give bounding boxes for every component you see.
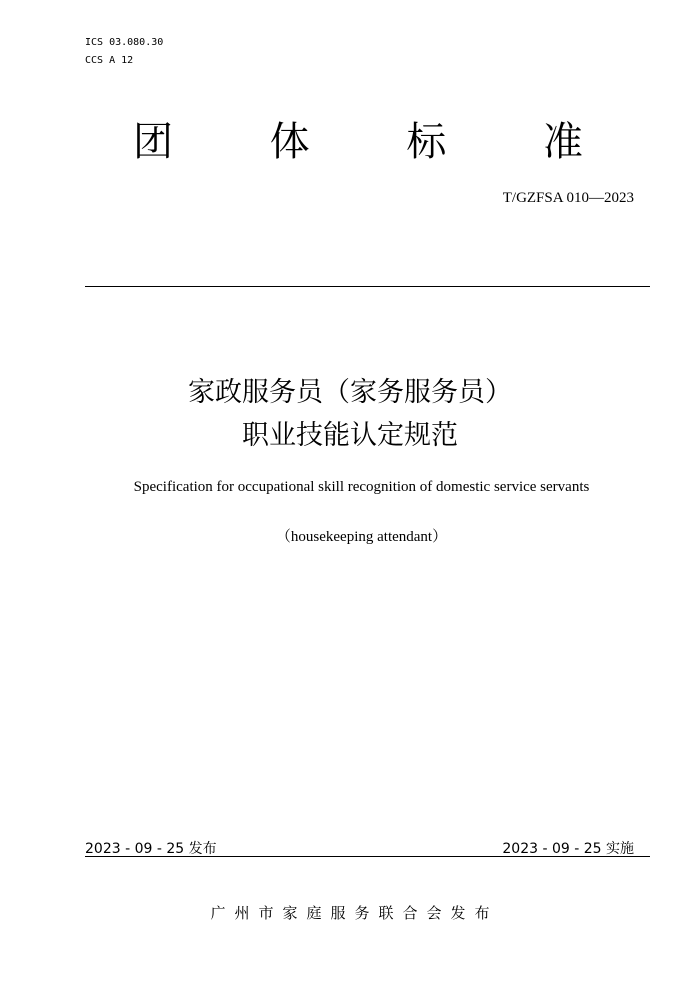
standard-type-char: 准 bbox=[542, 119, 583, 165]
standard-type-char: 团 bbox=[133, 119, 173, 165]
publisher: 广州市家庭服务联合会发布 bbox=[210, 904, 499, 922]
publish-date: 2023 - 09 - 25 发布 bbox=[85, 841, 217, 857]
document-title-line1: 家政服务员（家务服务员） bbox=[188, 377, 512, 408]
top-divider bbox=[85, 286, 650, 287]
standard-type-char: 标 bbox=[406, 119, 447, 165]
ics-code: ICS 03.080.30 bbox=[85, 37, 164, 48]
bottom-divider bbox=[85, 856, 650, 857]
ccs-code: CCS A 12 bbox=[85, 55, 134, 66]
document-title-line2: 职业技能认定规范 bbox=[242, 420, 458, 451]
standard-type-char: 体 bbox=[269, 119, 310, 165]
implement-date: 2023 - 09 - 25 实施 bbox=[502, 841, 634, 857]
standard-type-heading bbox=[118, 112, 598, 172]
standard-number: T/GZFSA 010—2023 bbox=[502, 190, 634, 206]
english-subtitle: （housekeeping attendant） bbox=[275, 529, 448, 545]
english-title: Specification for occupational skill recognition of domestic service servants bbox=[133, 479, 590, 495]
